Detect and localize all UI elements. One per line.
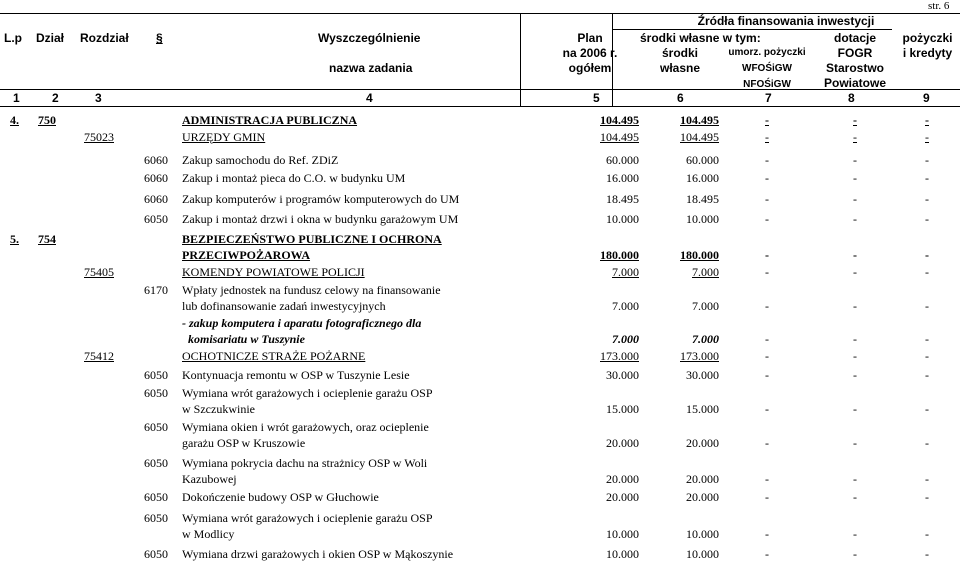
row-col8: -: [853, 332, 857, 346]
row-col9: -: [925, 153, 929, 167]
row-plan: 20.000: [606, 436, 639, 450]
row-srodki-wlasne: 60.000: [686, 153, 719, 167]
row-col7: -: [765, 265, 769, 279]
row-srodki-wlasne: 20.000: [686, 472, 719, 486]
row-col7: -: [765, 299, 769, 313]
row-col7: -: [765, 171, 769, 185]
row-col7: -: [765, 332, 769, 346]
row-name-line2: w Modlicy: [182, 527, 235, 541]
row-name: Zakup samochodu do Ref. ZDiZ: [182, 153, 339, 167]
row-col7: -: [765, 547, 769, 561]
row-col9: -: [925, 113, 929, 127]
row-col7: -: [765, 490, 769, 504]
header-srodki: środki: [661, 46, 698, 60]
col-number-5: 5: [593, 91, 600, 105]
row-col8: -: [853, 527, 857, 541]
row-plan: 30.000: [606, 368, 639, 382]
row-plan: 104.495: [600, 113, 639, 127]
row-col9: -: [925, 332, 929, 346]
row-col9: -: [925, 192, 929, 206]
row-plan: 18.495: [606, 192, 639, 206]
col-number-7: 7: [765, 91, 772, 105]
row-col8: -: [853, 402, 857, 416]
row-rozdzial: 75023: [84, 130, 114, 144]
header-umorz-pozyczki: umorz. pożyczki: [728, 47, 806, 58]
row-name-line2: lub dofinansowanie zadań inwestycyjnych: [182, 299, 386, 313]
header-rozdzial: Rozdział: [80, 31, 129, 45]
row-col9: -: [925, 299, 929, 313]
row-dzial: 754: [38, 232, 56, 246]
row-col8: -: [853, 153, 857, 167]
row-srodki-wlasne: 104.495: [680, 113, 719, 127]
col-number-2: 2: [52, 91, 59, 105]
row-srodki-wlasne: 180.000: [680, 248, 719, 262]
col-number-9: 9: [923, 91, 930, 105]
row-srodki-wlasne: 7.000: [692, 299, 719, 313]
header-plan-year: na 2006 r.: [562, 46, 618, 60]
row-col8: -: [853, 248, 857, 262]
page-number: str. 6: [928, 0, 950, 12]
row-plan: 7.000: [612, 265, 639, 279]
row-col9: -: [925, 248, 929, 262]
row-col8: -: [853, 490, 857, 504]
header-plan: Plan: [577, 31, 603, 45]
row-srodki-wlasne: 104.495: [680, 130, 719, 144]
row-col9: -: [925, 212, 929, 226]
row-col7: -: [765, 153, 769, 167]
row-col9: -: [925, 472, 929, 486]
row-col7: -: [765, 192, 769, 206]
col-number-3: 3: [95, 91, 102, 105]
header-paragraph: §: [156, 31, 163, 45]
header-wfosigw: WFOŚiGW: [742, 63, 792, 74]
row-name-line2: Kazubowej: [182, 472, 237, 486]
row-rozdzial: 75405: [84, 265, 114, 279]
row-col7: -: [765, 527, 769, 541]
col-number-4: 4: [366, 91, 373, 105]
col-number-1: 1: [13, 91, 20, 105]
row-col8: -: [853, 212, 857, 226]
row-name: Wymiana drzwi garażowych i okien OSP w Mąkoszynie: [182, 547, 454, 561]
row-paragraph: 6050: [144, 368, 168, 382]
row-plan: 20.000: [606, 472, 639, 486]
row-name-line2: komisariatu w Tuszynie: [188, 332, 305, 346]
row-plan: 10.000: [606, 527, 639, 541]
row-paragraph: 6060: [144, 192, 168, 206]
row-col9: -: [925, 265, 929, 279]
row-plan: 60.000: [606, 153, 639, 167]
row-paragraph: 6050: [144, 212, 168, 226]
row-name-line1: Wymiana wrót garażowych i ocieplenie garażu OSP: [182, 386, 433, 400]
row-srodki-wlasne: 20.000: [686, 436, 719, 450]
row-col7: -: [765, 113, 769, 127]
row-col7: -: [765, 436, 769, 450]
row-name: Kontynuacja remontu w OSP w Tuszynie Lesie: [182, 368, 410, 382]
row-name-line1: Wymiana okien i wrót garażowych, oraz ocieplenie: [182, 420, 429, 434]
row-plan: 173.000: [600, 349, 639, 363]
row-col8: -: [853, 130, 857, 144]
header-nazwa-zadania: nazwa zadania: [329, 61, 413, 75]
row-col9: -: [925, 527, 929, 541]
header-sources-title: Źródła finansowania inwestycji: [697, 14, 875, 28]
row-srodki-wlasne: 15.000: [686, 402, 719, 416]
row-srodki-wlasne: 10.000: [686, 547, 719, 561]
col-number-8: 8: [848, 91, 855, 105]
header-starostwo: Starostwo: [825, 61, 884, 75]
row-paragraph: 6060: [144, 153, 168, 167]
row-col8: -: [853, 299, 857, 313]
row-name: Zakup komputerów i programów komputerowych do UM: [182, 192, 460, 206]
row-srodki-wlasne: 7.000: [692, 332, 719, 346]
row-col8: -: [853, 472, 857, 486]
header-pozyczki: pożyczki: [902, 31, 953, 45]
row-col7: -: [765, 472, 769, 486]
row-name-line2: PRZECIWPOŻAROWA: [182, 248, 311, 262]
row-name: Dokończenie budowy OSP w Głuchowie: [182, 490, 379, 504]
row-lp: 4.: [10, 113, 19, 127]
header-lp: L.p: [4, 31, 22, 45]
plan-column-divider: [520, 13, 521, 106]
row-name-line1: - zakup komputera i aparatu fotograficznego dla: [182, 316, 422, 330]
row-col8: -: [853, 547, 857, 561]
row-col8: -: [853, 349, 857, 363]
header-dzial: Dział: [36, 31, 65, 45]
row-name: ADMINISTRACJA PUBLICZNA: [182, 113, 358, 127]
row-plan: 7.000: [612, 332, 639, 346]
row-name-line1: BEZPIECZEŃSTWO PUBLICZNE I OCHRONA: [182, 232, 442, 246]
sources-group-rule: [612, 29, 892, 30]
row-col7: -: [765, 349, 769, 363]
row-srodki-wlasne: 7.000: [692, 265, 719, 279]
row-srodki-wlasne: 30.000: [686, 368, 719, 382]
row-col9: -: [925, 130, 929, 144]
row-lp: 5.: [10, 232, 19, 246]
row-col9: -: [925, 547, 929, 561]
row-plan: 10.000: [606, 547, 639, 561]
row-col7: -: [765, 130, 769, 144]
row-name: KOMENDY POWIATOWE POLICJI: [182, 265, 365, 279]
row-col8: -: [853, 192, 857, 206]
row-col8: -: [853, 171, 857, 185]
row-paragraph: 6050: [144, 490, 168, 504]
row-paragraph: 6170: [144, 283, 168, 297]
col-number-6: 6: [677, 91, 684, 105]
row-col7: -: [765, 402, 769, 416]
row-col9: -: [925, 349, 929, 363]
row-paragraph: 6050: [144, 547, 168, 561]
row-paragraph: 6060: [144, 171, 168, 185]
header-fogr: FOGR: [837, 46, 873, 60]
header-nfosigw: NFOŚiGW: [743, 79, 791, 90]
row-srodki-wlasne: 20.000: [686, 490, 719, 504]
header-bottom-rule: [0, 106, 960, 107]
row-name: OCHOTNICZE STRAŻE POŻARNE: [182, 349, 366, 363]
row-col7: -: [765, 368, 769, 382]
row-srodki-wlasne: 173.000: [680, 349, 719, 363]
header-dotacje: dotacje: [833, 31, 876, 45]
row-plan: 180.000: [600, 248, 639, 262]
row-col9: -: [925, 490, 929, 504]
header-plan-total: ogółem: [568, 61, 612, 75]
row-srodki-wlasne: 10.000: [686, 212, 719, 226]
header-srodki-wlasne-group: środki własne w tym:: [640, 31, 761, 45]
row-name-line1: Wymiana wrót garażowych i ocieplenie garażu OSP: [182, 511, 433, 525]
row-col9: -: [925, 171, 929, 185]
row-plan: 16.000: [606, 171, 639, 185]
row-srodki-wlasne: 18.495: [686, 192, 719, 206]
row-plan: 104.495: [600, 130, 639, 144]
header-powiatowe: Powiatowe: [823, 76, 886, 90]
row-paragraph: 6050: [144, 386, 168, 400]
row-srodki-wlasne: 10.000: [686, 527, 719, 541]
row-col9: -: [925, 402, 929, 416]
row-col8: -: [853, 436, 857, 450]
row-col9: -: [925, 436, 929, 450]
row-name: Zakup i montaż pieca do C.O. w budynku UM: [182, 171, 406, 185]
row-col7: -: [765, 212, 769, 226]
row-srodki-wlasne: 16.000: [686, 171, 719, 185]
row-plan: 15.000: [606, 402, 639, 416]
header-kredyty: i kredyty: [902, 46, 953, 60]
row-col7: -: [765, 248, 769, 262]
row-name: Zakup i montaż drzwi i okna w budynku garażowym UM: [182, 212, 459, 226]
header-wyszczegolnienie: Wyszczególnienie: [318, 31, 421, 45]
row-plan: 20.000: [606, 490, 639, 504]
row-col8: -: [853, 368, 857, 382]
row-name: URZĘDY GMIN: [182, 130, 266, 144]
row-name-line1: Wymiana pokrycia dachu na strażnicy OSP w Woli: [182, 456, 428, 470]
row-name-line2: w Szczukwinie: [182, 402, 255, 416]
row-paragraph: 6050: [144, 511, 168, 525]
header-wlasne: własne: [659, 61, 701, 75]
row-paragraph: 6050: [144, 420, 168, 434]
row-dzial: 750: [38, 113, 56, 127]
row-rozdzial: 75412: [84, 349, 114, 363]
row-col8: -: [853, 113, 857, 127]
row-plan: 10.000: [606, 212, 639, 226]
row-name-line1: Wpłaty jednostek na fundusz celowy na finansowanie: [182, 283, 441, 297]
row-plan: 7.000: [612, 299, 639, 313]
row-col8: -: [853, 265, 857, 279]
row-paragraph: 6050: [144, 456, 168, 470]
row-name-line2: garażu OSP w Kruszowie: [182, 436, 306, 450]
row-col9: -: [925, 368, 929, 382]
